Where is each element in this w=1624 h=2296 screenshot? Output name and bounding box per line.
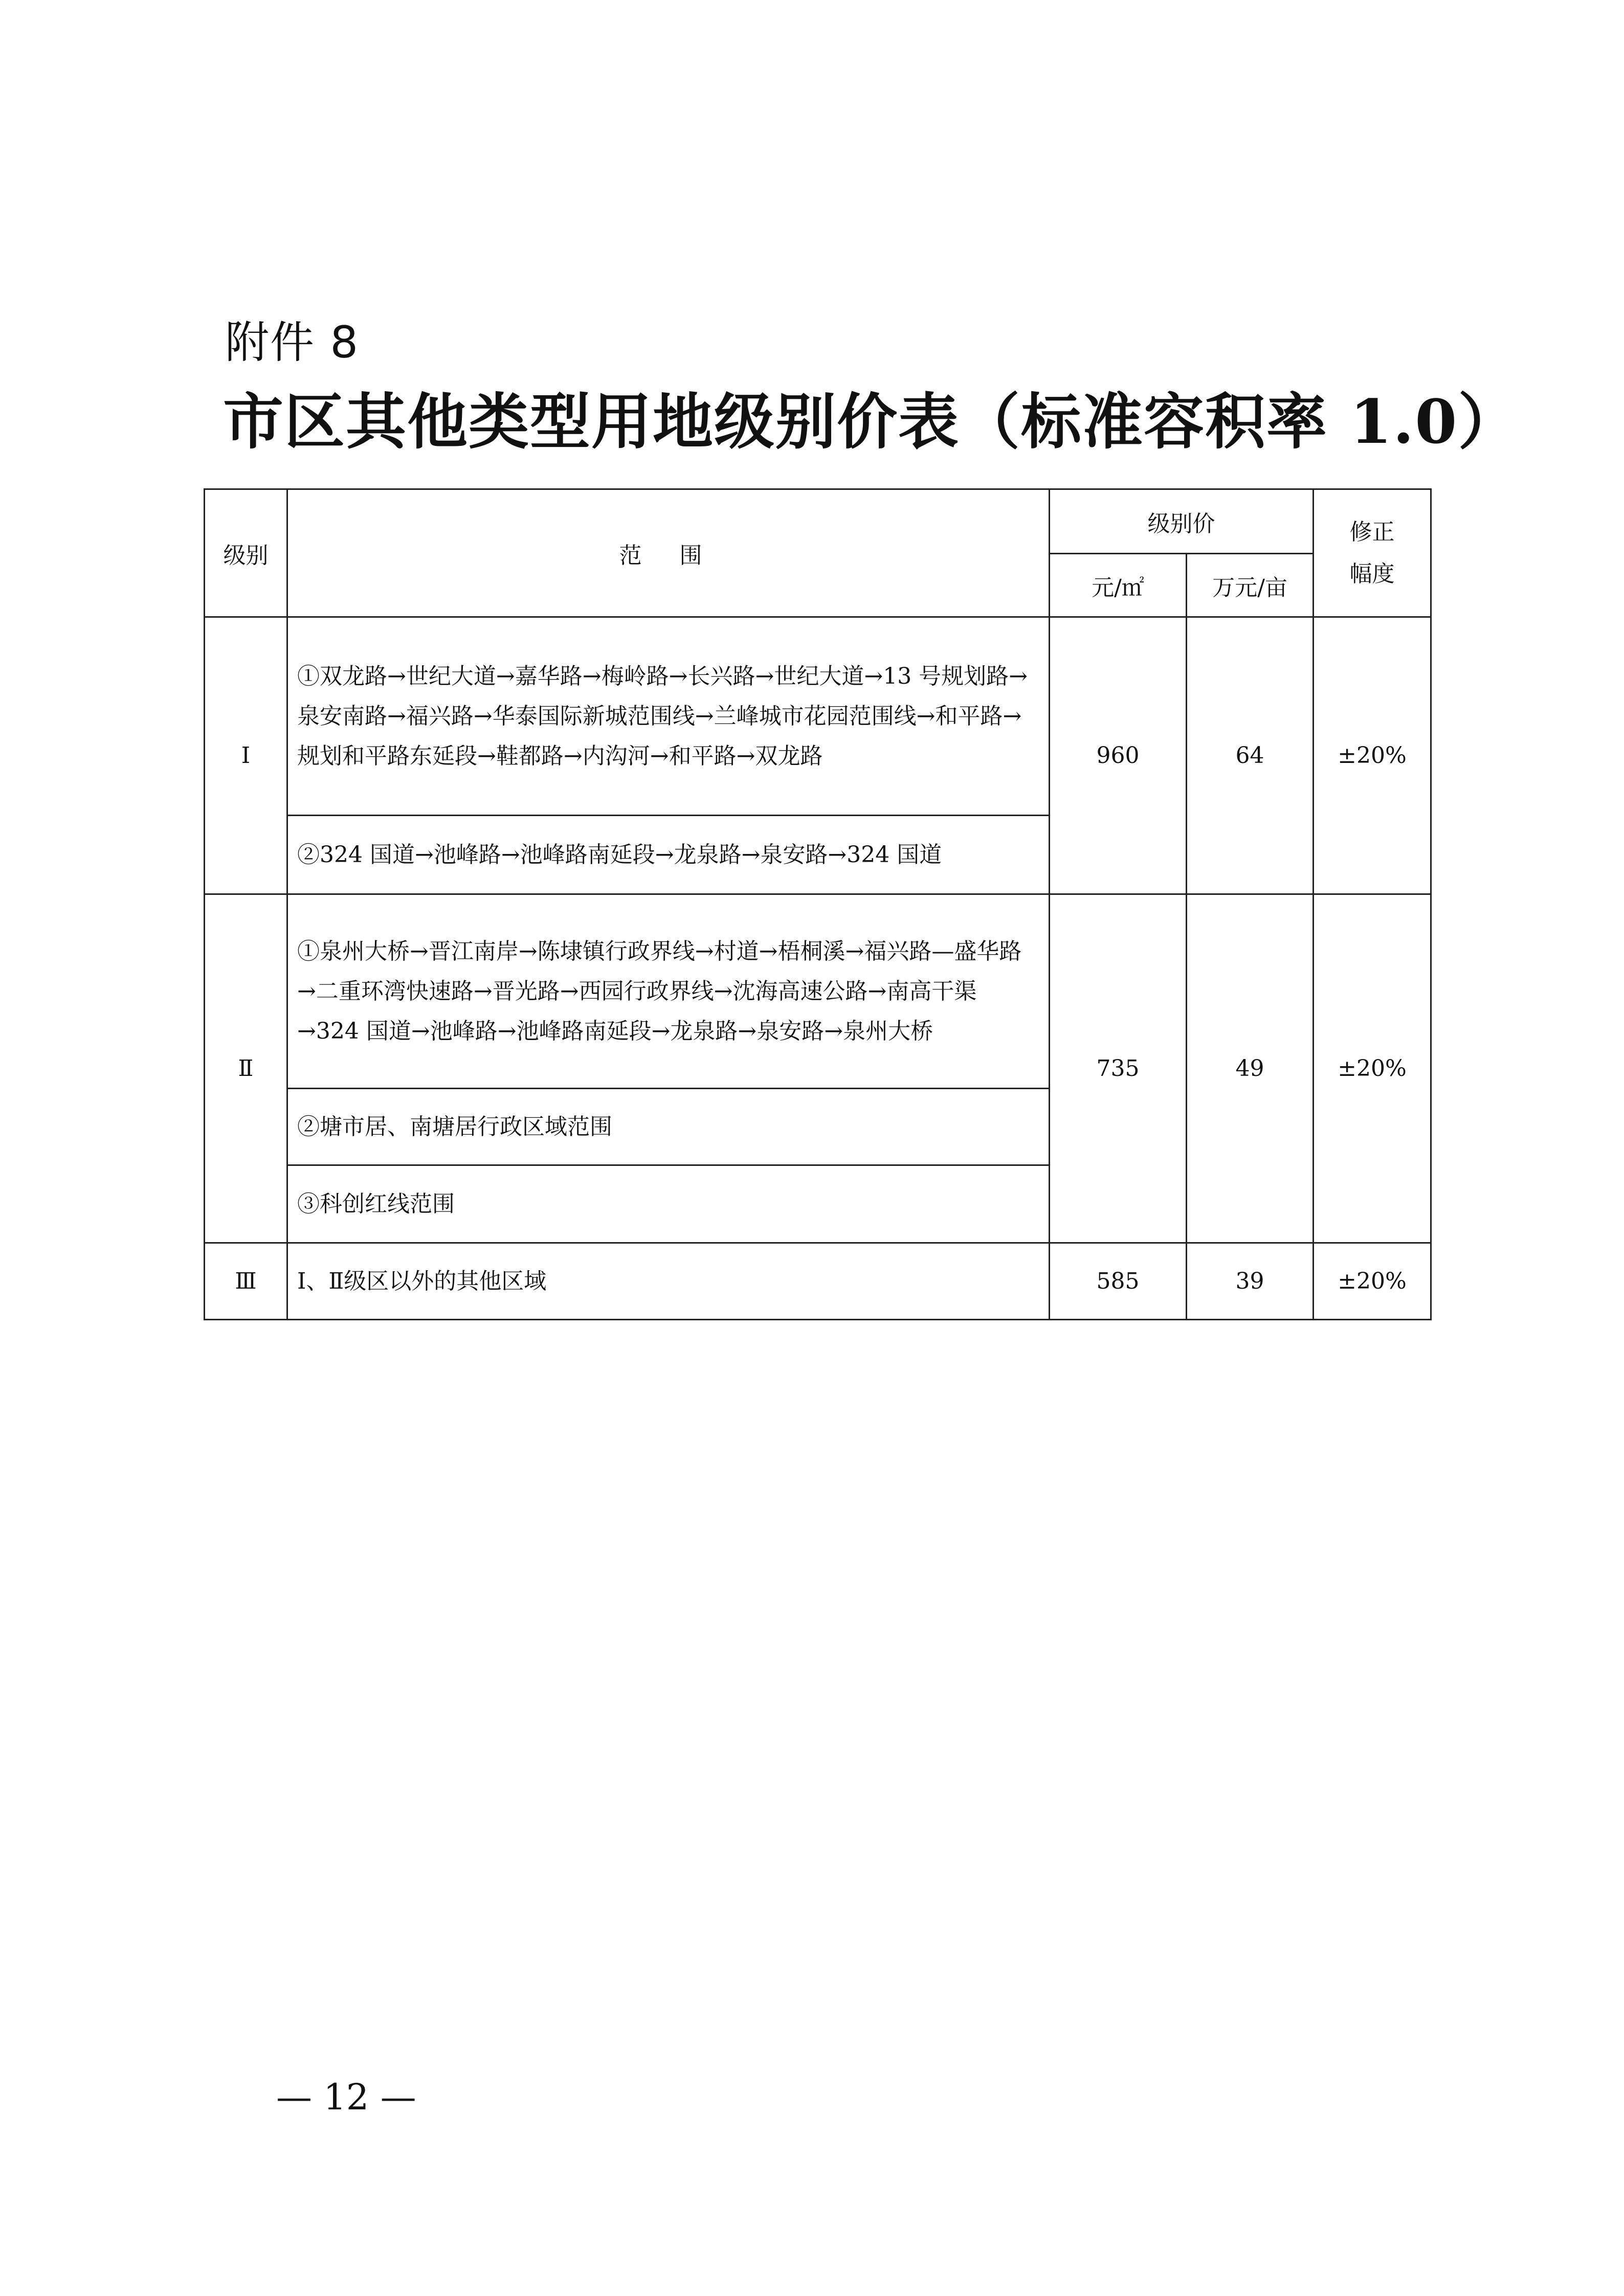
price-yuan-cell: 960 xyxy=(1050,617,1187,894)
price-wan-cell: 49 xyxy=(1187,894,1314,1243)
price-wan-cell: 64 xyxy=(1187,617,1314,894)
header-price: 级别价 xyxy=(1050,489,1314,554)
table-row xyxy=(205,617,1431,816)
range-cell: ②塘市居、南塘居行政区域范围 xyxy=(287,1089,1050,1165)
price-yuan-cell: 735 xyxy=(1050,894,1187,1243)
page-number: — 12 — xyxy=(276,2076,416,2118)
header-range: 范 围 xyxy=(287,489,1050,617)
grade-cell: Ⅱ xyxy=(205,894,287,1243)
price-yuan-cell: 585 xyxy=(1050,1243,1187,1320)
grade-cell: Ⅰ xyxy=(205,617,287,894)
price-table xyxy=(204,488,1432,1320)
attachment-label: 附件 8 xyxy=(225,317,360,368)
range-cell: ③科创红线范围 xyxy=(287,1165,1050,1243)
range-cell: ①泉州大桥→晋江南岸→陈埭镇行政界线→村道→梧桐溪→福兴路—盛华路→二重环湾快速路→晋光路→西园行政界线→沈海高速公路→南高干渠→324 国道→池峰路→池峰路南延段→龙泉路→泉安路→泉州大桥 xyxy=(287,894,1050,1089)
header-row xyxy=(205,489,1431,554)
price-wan-cell: 39 xyxy=(1187,1243,1314,1320)
table-row xyxy=(205,894,1431,1089)
adjust-cell: ±20% xyxy=(1314,617,1431,894)
grade-cell: Ⅲ xyxy=(205,1243,287,1320)
adjust-cell: ±20% xyxy=(1314,1243,1431,1320)
table-row xyxy=(205,1243,1431,1320)
header-unit-yuan: 元/㎡ xyxy=(1050,554,1187,617)
range-cell: ①双龙路→世纪大道→嘉华路→梅岭路→长兴路→世纪大道→13 号规划路→泉安南路→福兴路→华泰国际新城范围线→兰峰城市花园范围线→和平路→规划和平路东延段→鞋都路→内沟河→和平路→双龙路 xyxy=(287,617,1050,816)
header-unit-wan: 万元/亩 xyxy=(1187,554,1314,617)
header-grade: 级别 xyxy=(205,489,287,617)
adjust-cell: ±20% xyxy=(1314,894,1431,1243)
range-cell: Ⅰ、Ⅱ级区以外的其他区域 xyxy=(287,1243,1050,1320)
header-adjust: 修正幅度 xyxy=(1314,489,1431,617)
range-cell: ②324 国道→池峰路→池峰路南延段→龙泉路→泉安路→324 国道 xyxy=(287,816,1050,894)
page-title: 市区其他类型用地级别价表（标准容积率 1.0） xyxy=(223,386,1520,457)
